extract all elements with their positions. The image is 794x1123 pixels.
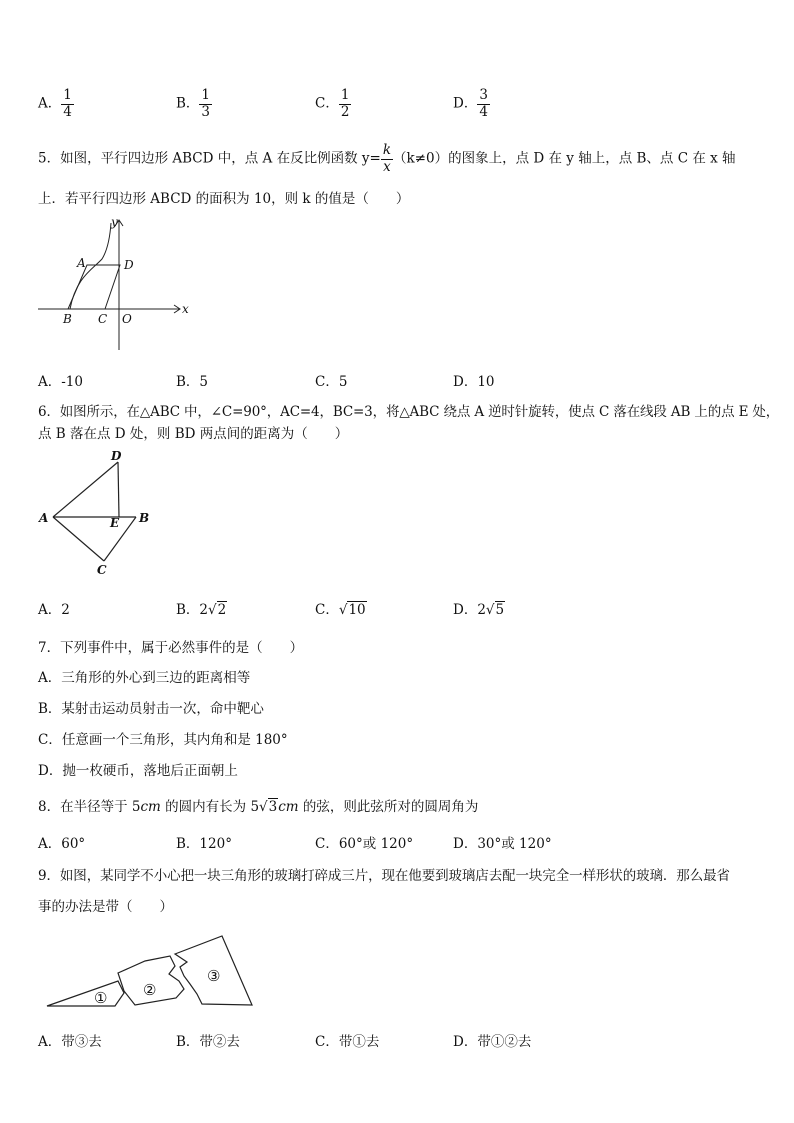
parallelogram-abcd bbox=[68, 265, 120, 309]
q8-option-d[interactable] bbox=[453, 832, 552, 852]
numerator: 1 bbox=[340, 87, 350, 103]
denominator: 3 bbox=[201, 103, 211, 120]
option-label: A． bbox=[38, 95, 62, 112]
option-label: C． bbox=[315, 836, 339, 852]
label-piece-2: ② bbox=[143, 981, 157, 999]
option-label: B． bbox=[176, 95, 200, 112]
q8-option-c[interactable] bbox=[315, 832, 413, 852]
fraction bbox=[477, 88, 490, 120]
q5-option-c[interactable] bbox=[315, 370, 347, 390]
option-value: 10 bbox=[477, 374, 495, 390]
segment-de bbox=[118, 462, 119, 517]
option-label: C． bbox=[315, 602, 339, 618]
option-value: 30°或 120° bbox=[477, 836, 552, 852]
q7-option-b[interactable]: B．某射击运动员射击一次，命中靶心 bbox=[38, 701, 264, 717]
q7-option-d[interactable]: D．抛一枚硬币，落地后正面朝上 bbox=[38, 763, 238, 779]
option-value: 5 bbox=[338, 374, 348, 390]
numerator: 1 bbox=[201, 87, 211, 103]
label-b: B bbox=[63, 312, 72, 326]
fraction bbox=[339, 88, 352, 120]
label-d: D bbox=[111, 449, 122, 463]
option-label: B． bbox=[176, 374, 200, 390]
q8-text: 的弦，则此弦所对的圆周角为 bbox=[298, 799, 479, 815]
option-label: D． bbox=[453, 95, 478, 112]
q6-figure bbox=[36, 448, 166, 583]
denominator: 4 bbox=[479, 103, 488, 120]
radicand: 2 bbox=[217, 602, 227, 618]
unit: cm bbox=[140, 799, 161, 815]
option-label: B． bbox=[176, 836, 200, 852]
label-x: x bbox=[182, 302, 189, 316]
radical: √10 bbox=[338, 602, 366, 618]
q5-option-b[interactable] bbox=[176, 370, 208, 390]
numerator: 1 bbox=[63, 87, 72, 103]
label-e: E bbox=[110, 516, 120, 530]
q4-option-c[interactable] bbox=[315, 88, 351, 120]
q8-text: 8．在半径等于 5 bbox=[38, 799, 141, 815]
label-d: D bbox=[124, 258, 134, 272]
q6-stem-line2: 点 B 落在点 D 处，则 BD 两点间的距离为（ ） bbox=[38, 426, 349, 442]
q5-text-after: （k≠0）的图象上，点 D 在 y 轴上，点 B、点 C 在 x 轴 bbox=[393, 150, 736, 167]
q7-option-a[interactable]: A．三角形的外心到三边的距离相等 bbox=[38, 670, 251, 686]
q6-option-a[interactable] bbox=[38, 598, 70, 618]
option-label: D． bbox=[453, 374, 478, 390]
q5-stem-line2: 上．若平行四边形 ABCD 的面积为 10，则 k 的值是（ ） bbox=[38, 191, 410, 207]
radical: √5 bbox=[485, 602, 505, 618]
q9-option-d[interactable]: D．带①②去 bbox=[453, 1034, 532, 1050]
q5-stem-line1 bbox=[38, 143, 736, 175]
option-value: 2 bbox=[61, 602, 70, 618]
q5-text-before: 5．如图，平行四边形 ABCD 中，点 A 在反比例函数 y= bbox=[38, 150, 381, 167]
radical: √3 bbox=[259, 799, 278, 815]
unit: cm bbox=[278, 799, 299, 815]
q5-fraction bbox=[381, 143, 393, 175]
radicand: 10 bbox=[348, 602, 366, 618]
denominator: 2 bbox=[340, 103, 350, 120]
option-label: D． bbox=[453, 836, 478, 852]
denominator: x bbox=[383, 158, 391, 175]
label-a: A bbox=[77, 256, 86, 270]
coefficient: 2 bbox=[477, 602, 486, 618]
q4-option-b[interactable] bbox=[176, 88, 212, 120]
q9-figure bbox=[44, 932, 264, 1017]
glass-piece-1 bbox=[47, 981, 124, 1006]
q8-stem bbox=[38, 795, 478, 815]
radicand: 3 bbox=[268, 799, 278, 815]
label-c: C bbox=[97, 563, 107, 577]
q8-text: 的圆内有长为 5 bbox=[160, 799, 260, 815]
q4-option-a[interactable] bbox=[38, 88, 74, 120]
label-a: A bbox=[39, 511, 49, 525]
option-value: 60° bbox=[61, 836, 86, 852]
q9-option-a[interactable]: A．带③去 bbox=[38, 1034, 102, 1050]
option-label: A． bbox=[38, 602, 62, 618]
label-piece-3: ③ bbox=[207, 967, 221, 985]
option-value: 120° bbox=[199, 836, 232, 852]
label-o: O bbox=[122, 312, 132, 326]
option-label: D． bbox=[453, 602, 478, 618]
option-value: -10 bbox=[61, 374, 83, 390]
label-piece-1: ① bbox=[94, 989, 108, 1007]
option-label: A． bbox=[38, 836, 62, 852]
q8-option-b[interactable] bbox=[176, 832, 232, 852]
numerator: 3 bbox=[479, 87, 488, 103]
option-label: C． bbox=[315, 95, 339, 112]
fraction bbox=[61, 88, 74, 120]
coefficient: 2 bbox=[199, 602, 209, 618]
q6-option-b[interactable] bbox=[176, 598, 227, 618]
q9-stem-line1: 9．如图，某同学不小心把一块三角形的玻璃打碎成三片，现在他要到玻璃店去配一块完全一样形状的玻璃．那么最省 bbox=[38, 868, 730, 884]
q5-figure bbox=[30, 215, 210, 355]
option-label: A． bbox=[38, 374, 62, 390]
denominator: 4 bbox=[63, 103, 72, 120]
q4-option-d[interactable] bbox=[453, 88, 490, 120]
q7-stem: 7．下列事件中，属于必然事件的是（ ） bbox=[38, 640, 304, 656]
label-b: B bbox=[139, 511, 150, 525]
q9-stem-line2: 事的办法是带（ ） bbox=[38, 899, 173, 915]
q9-option-b[interactable]: B．带②去 bbox=[176, 1034, 240, 1050]
label-y: y bbox=[111, 215, 118, 229]
option-label: C． bbox=[315, 374, 339, 390]
q6-option-c[interactable] bbox=[315, 598, 367, 618]
label-c: C bbox=[98, 312, 108, 326]
option-value: 60°或 120° bbox=[338, 836, 414, 852]
q9-option-c[interactable]: C．带①去 bbox=[315, 1034, 380, 1050]
numerator: k bbox=[382, 142, 391, 158]
radical: √2 bbox=[208, 602, 227, 618]
radicand: 5 bbox=[495, 602, 505, 618]
q6-stem-line1: 6．如图所示，在△ABC 中，∠C=90°，AC=4，BC=3，将△ABC 绕点 A 逆时针旋转，使点 C 落在线段 AB 上的点 E 处， bbox=[38, 404, 780, 420]
q6-option-d[interactable] bbox=[453, 598, 505, 618]
q8-option-a[interactable] bbox=[38, 832, 85, 852]
segment-cb bbox=[104, 517, 136, 561]
segment-ad bbox=[53, 462, 118, 517]
q5-option-d[interactable] bbox=[453, 370, 495, 390]
option-value: 5 bbox=[199, 374, 209, 390]
segment-ac bbox=[53, 517, 104, 561]
q5-option-a[interactable] bbox=[38, 370, 83, 390]
option-label: B． bbox=[176, 602, 200, 618]
q7-option-c[interactable]: C．任意画一个三角形，其内角和是 180° bbox=[38, 732, 288, 748]
fraction bbox=[199, 88, 212, 120]
